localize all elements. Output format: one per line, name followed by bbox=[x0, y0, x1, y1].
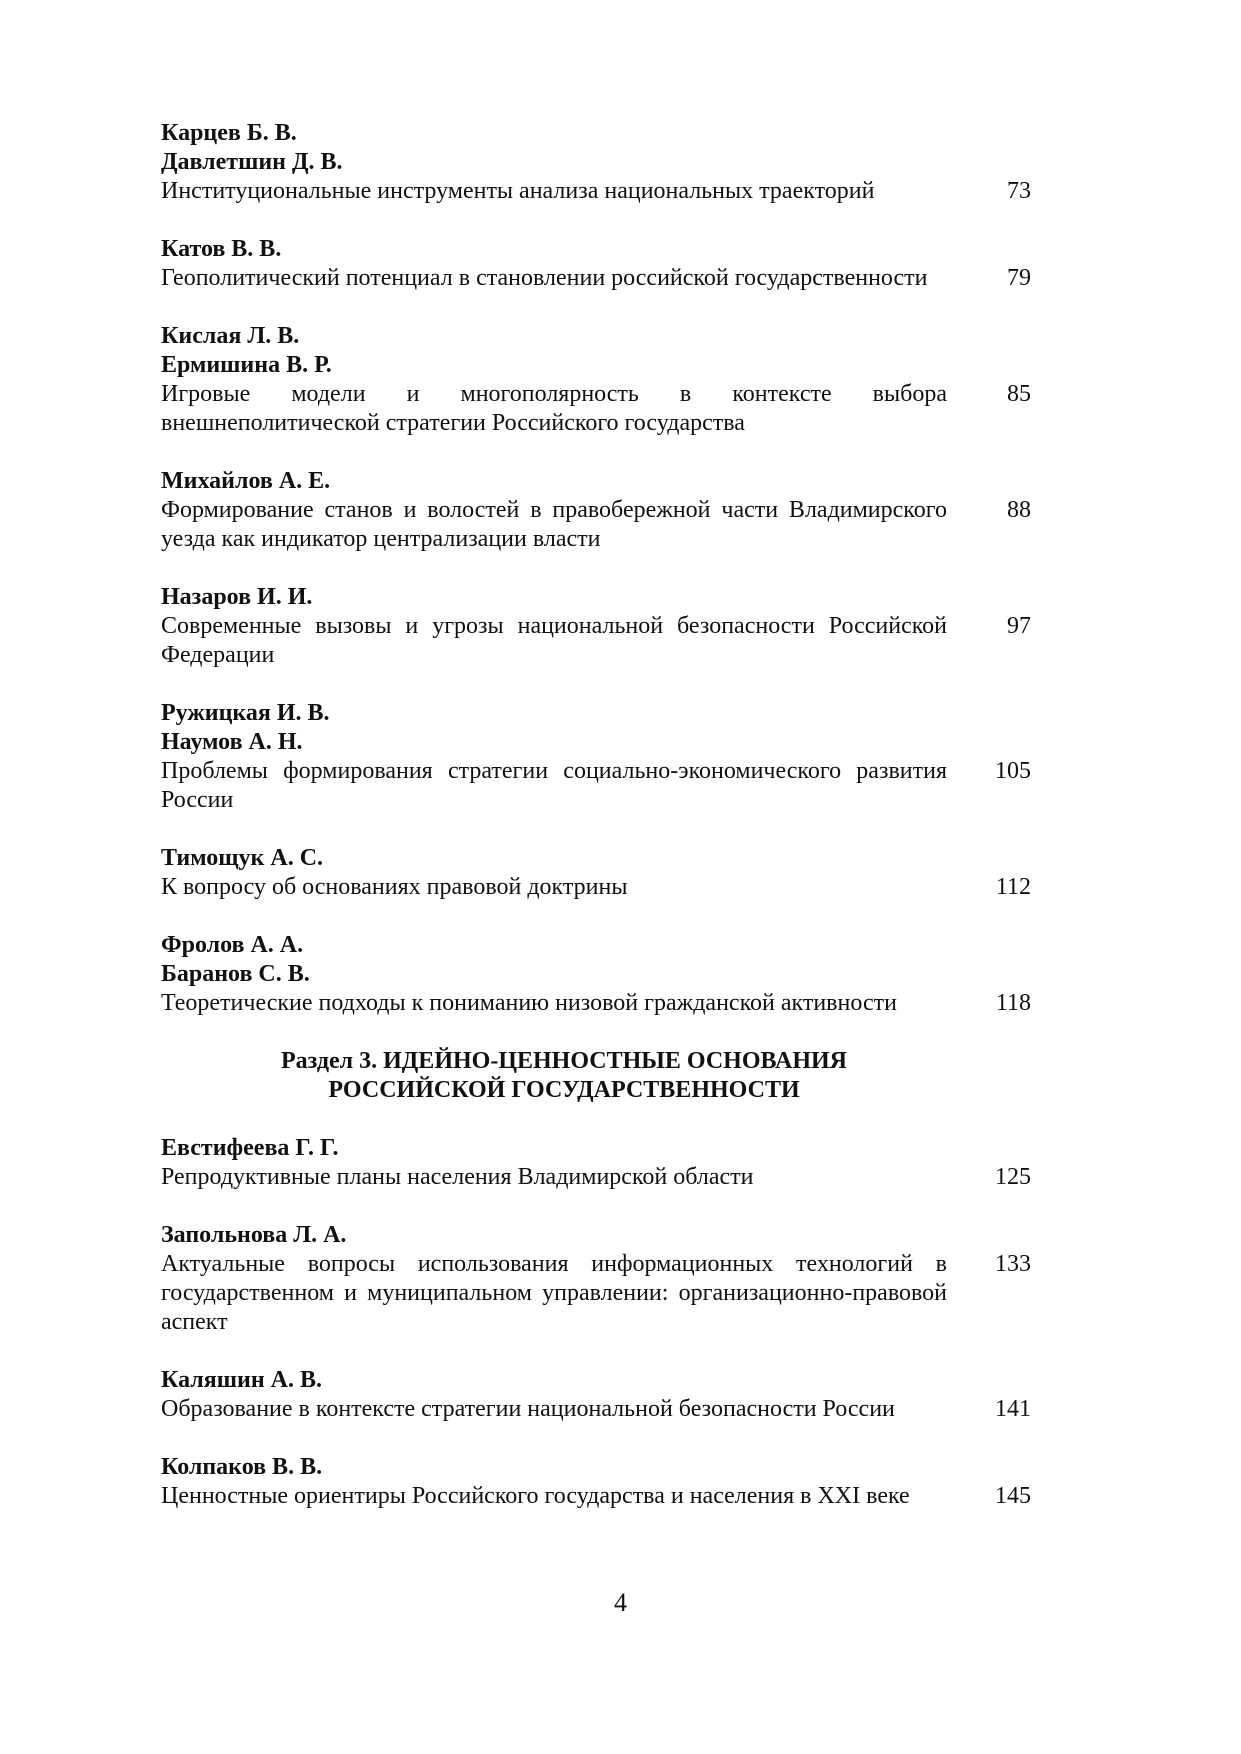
toc-entry bbox=[161, 1134, 1031, 1192]
entry-author: Михайлов А. Е. bbox=[161, 468, 331, 494]
entry-author: Ермишина В. Р. bbox=[161, 352, 332, 378]
toc-entry bbox=[161, 1453, 1031, 1511]
entry-author: Кислая Л. В. bbox=[161, 323, 300, 349]
toc-entry bbox=[161, 583, 1031, 670]
toc-part-2 bbox=[161, 1134, 1031, 1511]
entry-title: Репродуктивные планы населения Владимирской области bbox=[161, 1164, 754, 1190]
entry-author: Запольнова Л. А. bbox=[161, 1222, 347, 1248]
entry-title: Ценностные ориентиры Российского государства и населения в XXI веке bbox=[161, 1483, 910, 1509]
entry-author: Катов В. В. bbox=[161, 236, 282, 262]
table-of-contents bbox=[161, 119, 1031, 1540]
section-heading-line-1: Раздел 3. ИДЕЙНО-ЦЕННОСТНЫЕ ОСНОВАНИЯ bbox=[281, 1048, 847, 1074]
entry-author: Баранов С. В. bbox=[161, 961, 310, 987]
entry-author: Карцев Б. В. bbox=[161, 120, 297, 146]
entry-page-number: 118 bbox=[995, 990, 1031, 1016]
entry-row bbox=[161, 1395, 1031, 1424]
section-heading-line-2: РОССИЙСКОЙ ГОСУДАРСТВЕННОСТИ bbox=[328, 1077, 800, 1103]
entry-page-number: 141 bbox=[995, 1396, 1031, 1422]
entry-page-number: 88 bbox=[1007, 497, 1031, 523]
toc-entry bbox=[161, 699, 1031, 815]
entry-page-number: 133 bbox=[995, 1251, 1031, 1277]
entry-title: Проблемы формирования стратегии социально-экономического развития России bbox=[161, 758, 947, 813]
entry-title: Формирование станов и волостей в правобережной части Владимирского уезда как индикатор централизации власти bbox=[161, 497, 947, 552]
toc-entry bbox=[161, 467, 1031, 554]
entry-row bbox=[161, 1250, 1031, 1337]
entry-row bbox=[161, 1163, 1031, 1192]
toc-entry bbox=[161, 844, 1031, 902]
entry-title: Геополитический потенциал в становлении российской государственности bbox=[161, 265, 928, 291]
entry-row bbox=[161, 177, 1031, 206]
entry-author: Тимощук А. С. bbox=[161, 845, 324, 871]
entry-title: К вопросу об основаниях правовой доктрины bbox=[161, 874, 628, 900]
entry-title: Институциональные инструменты анализа национальных траекторий bbox=[161, 178, 875, 204]
entry-author: Фролов А. А. bbox=[161, 932, 304, 958]
page-number: 4 bbox=[614, 1588, 627, 1617]
entry-author: Евстифеева Г. Г. bbox=[161, 1135, 339, 1161]
entry-author: Наумов А. Н. bbox=[161, 729, 303, 755]
toc-entry bbox=[161, 1221, 1031, 1337]
toc-entry bbox=[161, 931, 1031, 1018]
entry-page-number: 145 bbox=[995, 1483, 1031, 1509]
toc-entry bbox=[161, 235, 1031, 293]
entry-title: Актуальные вопросы использования информационных технологий в государственном и муниципальном управлении: организационно-правовой аспект bbox=[161, 1251, 947, 1335]
entry-page-number: 79 bbox=[1007, 265, 1031, 291]
toc-entry bbox=[161, 1366, 1031, 1424]
section-heading bbox=[161, 1047, 947, 1105]
entry-row bbox=[161, 1482, 1031, 1511]
entry-page-number: 85 bbox=[1007, 381, 1031, 407]
entry-row bbox=[161, 989, 1031, 1018]
toc-entry bbox=[161, 119, 1031, 206]
entry-row bbox=[161, 264, 1031, 293]
entry-row bbox=[161, 873, 1031, 902]
entry-page-number: 73 bbox=[1007, 178, 1031, 204]
entry-row bbox=[161, 380, 1031, 438]
entry-page-number: 97 bbox=[1007, 613, 1031, 639]
entry-title: Образование в контексте стратегии национальной безопасности России bbox=[161, 1396, 895, 1422]
entry-page-number: 112 bbox=[995, 874, 1031, 900]
toc-part-1 bbox=[161, 119, 1031, 1018]
toc-entry bbox=[161, 322, 1031, 438]
entry-author: Ружицкая И. В. bbox=[161, 700, 330, 726]
entry-row bbox=[161, 757, 1031, 815]
entry-author: Колпаков В. В. bbox=[161, 1454, 323, 1480]
entry-title: Современные вызовы и угрозы национальной безопасности Российской Федерации bbox=[161, 613, 947, 668]
entry-author: Назаров И. И. bbox=[161, 584, 313, 610]
entry-page-number: 125 bbox=[995, 1164, 1031, 1190]
entry-page-number: 105 bbox=[995, 758, 1031, 784]
entry-row bbox=[161, 496, 1031, 554]
entry-title: Игровые модели и многополярность в контексте выбора внешнеполитической стратегии Российского государства bbox=[161, 381, 947, 436]
entry-row bbox=[161, 612, 1031, 670]
entry-author: Давлетшин Д. В. bbox=[161, 149, 343, 175]
entry-title: Теоретические подходы к пониманию низовой гражданской активности bbox=[161, 990, 897, 1016]
entry-author: Каляшин А. В. bbox=[161, 1367, 323, 1393]
